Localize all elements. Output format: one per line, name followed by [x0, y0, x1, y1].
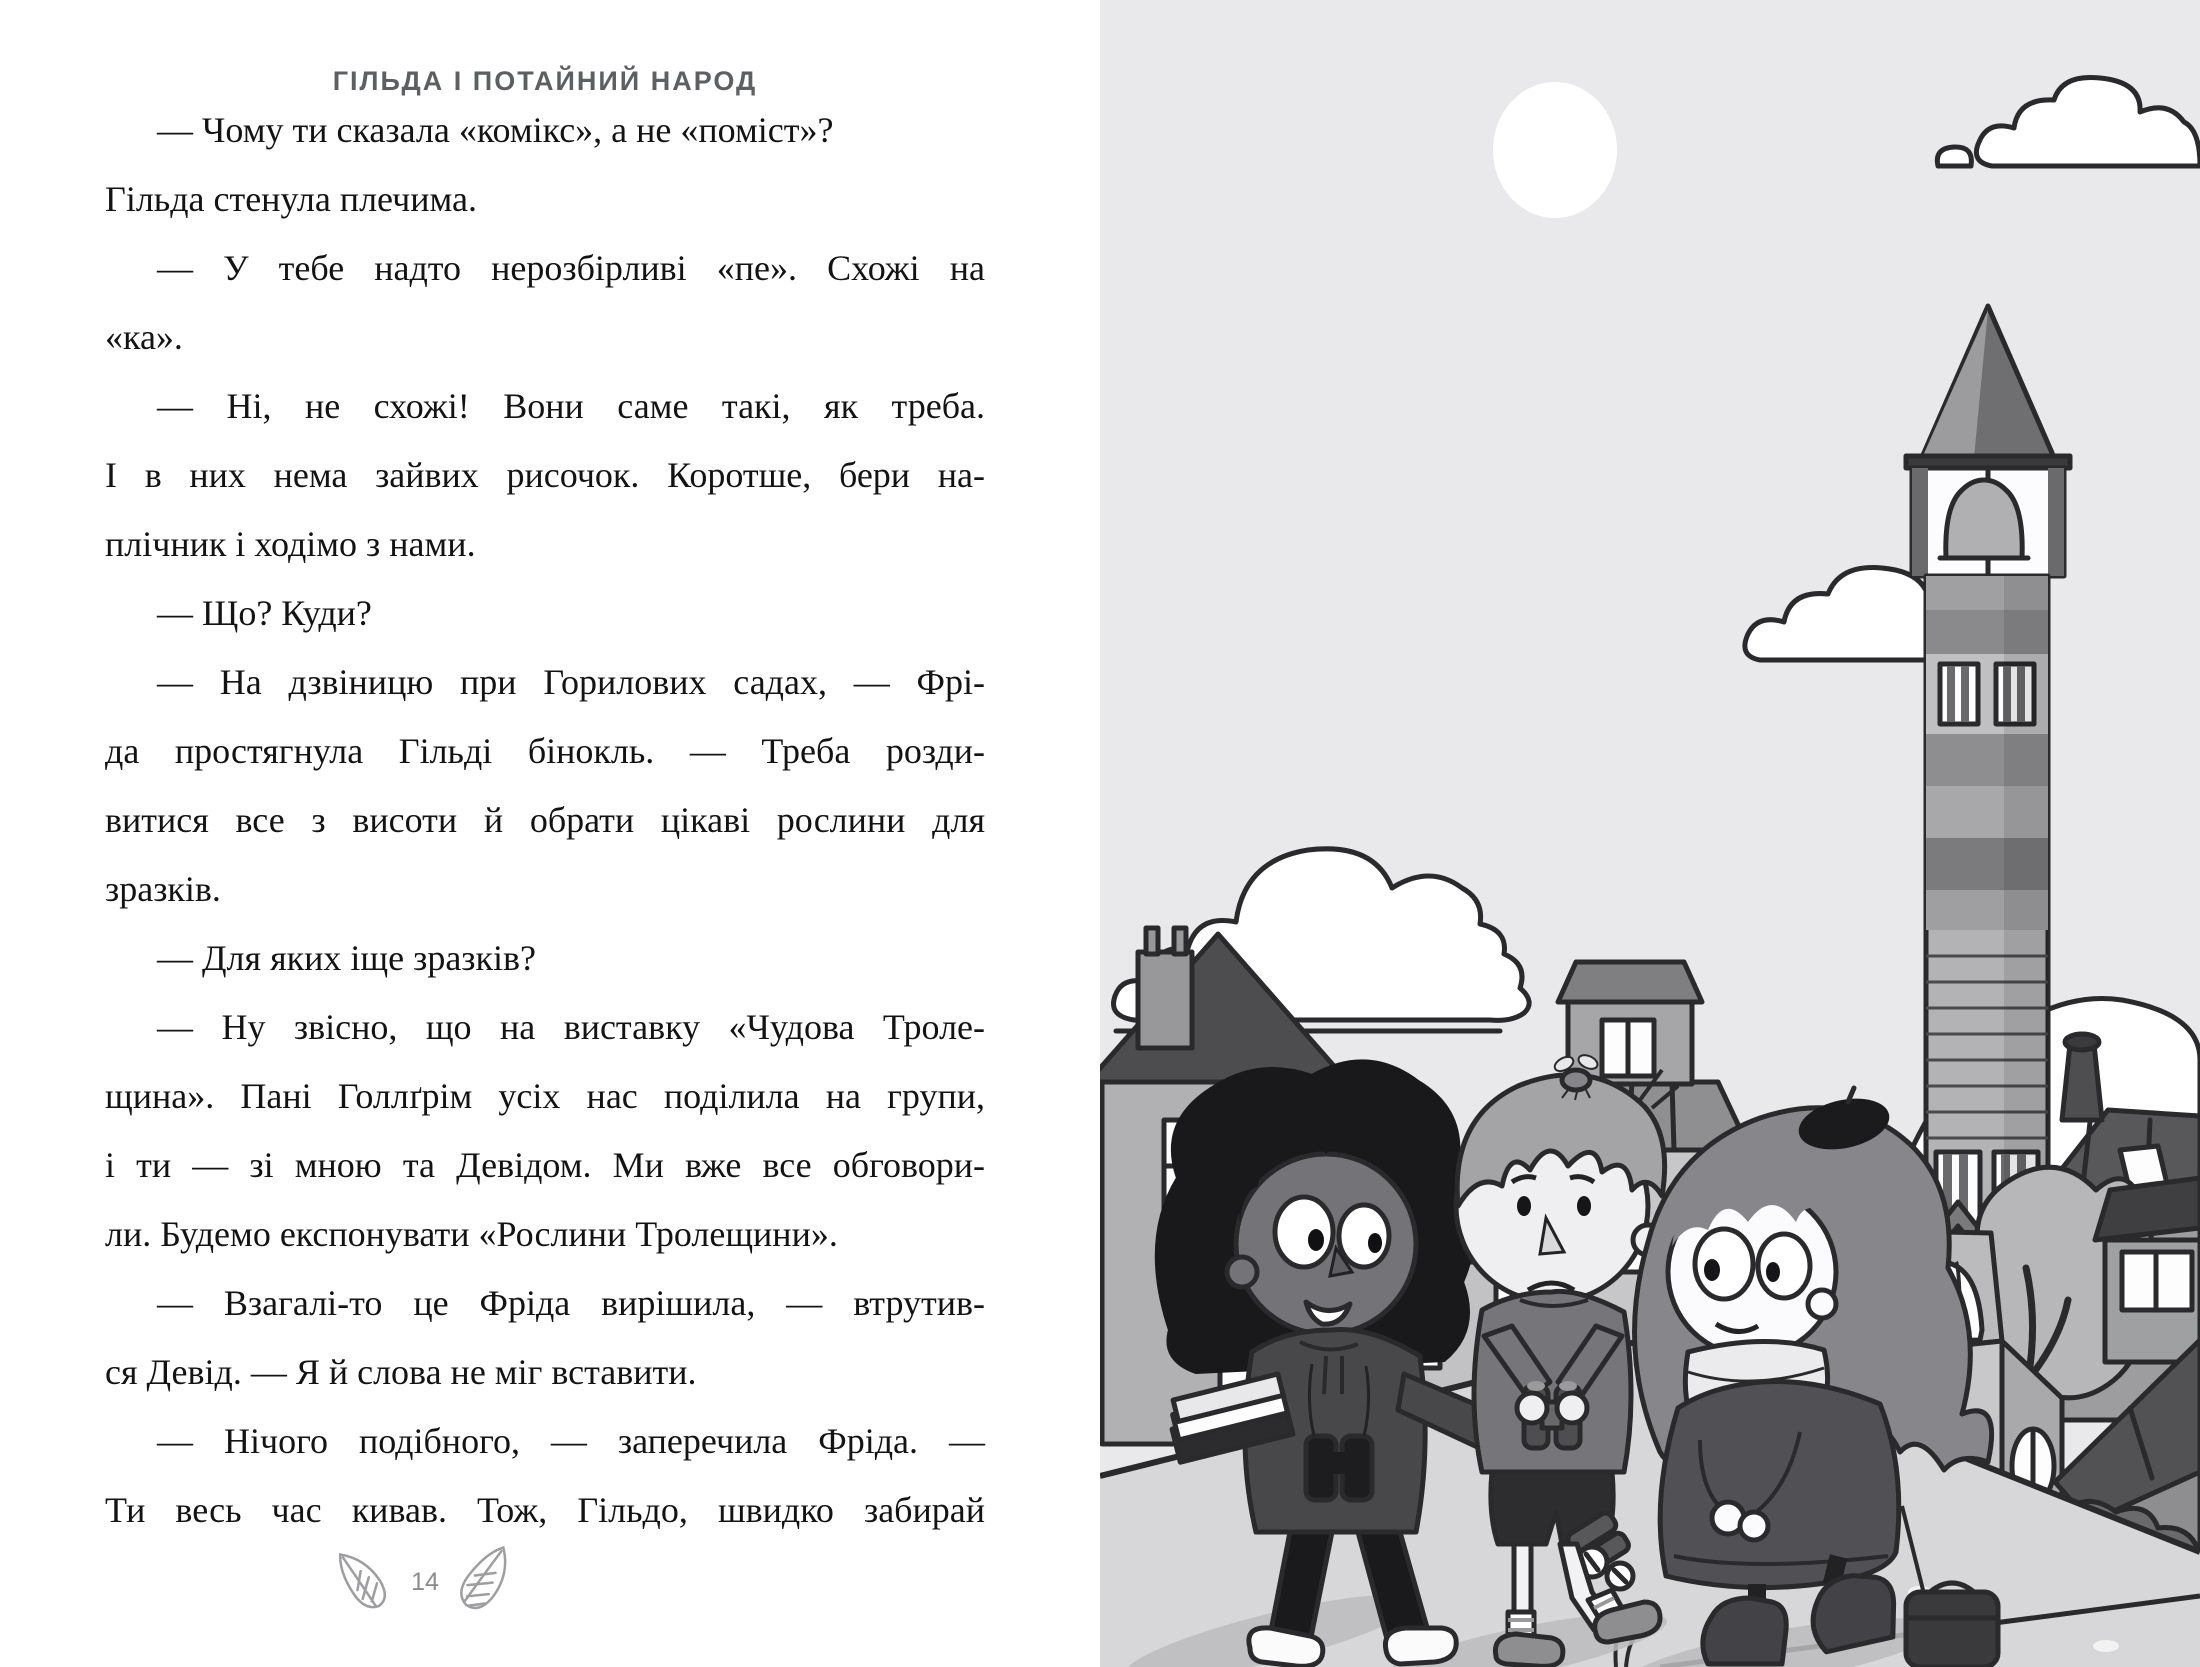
sun	[1493, 82, 1617, 218]
bell-tower	[1906, 306, 2070, 1256]
text-line: — У тебе надто нерозбірливі «пе». Схожі на	[157, 248, 985, 288]
text-line: «ка».	[105, 317, 183, 357]
feather-left-icon	[329, 1539, 401, 1625]
text-line: щина». Пані Голлґрім усіх нас поділила на групи,	[105, 1076, 985, 1116]
boot-left	[1703, 1598, 1786, 1664]
text-line: плічник і ходімо з нами.	[105, 524, 476, 564]
text-line: і ти — зі мною та Девідом. Ми вже все обговори-	[105, 1145, 985, 1185]
text-line: ся Девід. — Я й слова не міг вставити.	[105, 1352, 697, 1392]
text-line: Ти весь час кивав. Тож, Гільдо, швидко забирай	[105, 1490, 985, 1530]
text-line: ли. Будемо експонувати «Рослини Тролещини».	[105, 1214, 838, 1254]
illustration-page	[1100, 0, 2200, 1667]
folio-group	[318, 1532, 532, 1632]
feather-right-icon	[449, 1539, 521, 1625]
text-line: — Чому ти сказала «комікс», а не «поміст»?	[157, 110, 834, 150]
text-line: І в них нема зайвих рисочок. Коротше, бери на-	[105, 455, 985, 495]
text-line: да простягнула Гільді бінокль. — Треба розди-	[105, 731, 985, 771]
bell	[1946, 480, 2022, 558]
text-line: — Для яких іще зразків?	[157, 938, 536, 978]
text-line: — Ну звісно, що на виставку «Чудова Троле-	[157, 1007, 985, 1047]
running-head: ГІЛЬДА І ПОТАЙНИЙ НАРОД	[332, 66, 758, 96]
text-line: — Ні, не схожі! Вони саме такі, як треба.	[157, 386, 985, 426]
body-text	[105, 96, 985, 1545]
text-line: витися все з висоти й обрати цікаві рослини для	[105, 800, 985, 840]
text-line: — Що? Куди?	[157, 593, 372, 633]
text-line: зразків.	[105, 869, 221, 909]
town-illustration	[1100, 0, 2200, 1667]
text-line: — Нічого подібного, — заперечила Фріда. —	[157, 1421, 985, 1461]
text-line: — Взагалі-то це Фріда вирішила, — втрутив-	[157, 1283, 985, 1323]
page-number: 14	[411, 1567, 439, 1596]
text-line: — На дзвіницю при Горилових садах, — Фрі-	[157, 662, 985, 702]
text-line: Гільда стенула плечима.	[105, 179, 478, 219]
